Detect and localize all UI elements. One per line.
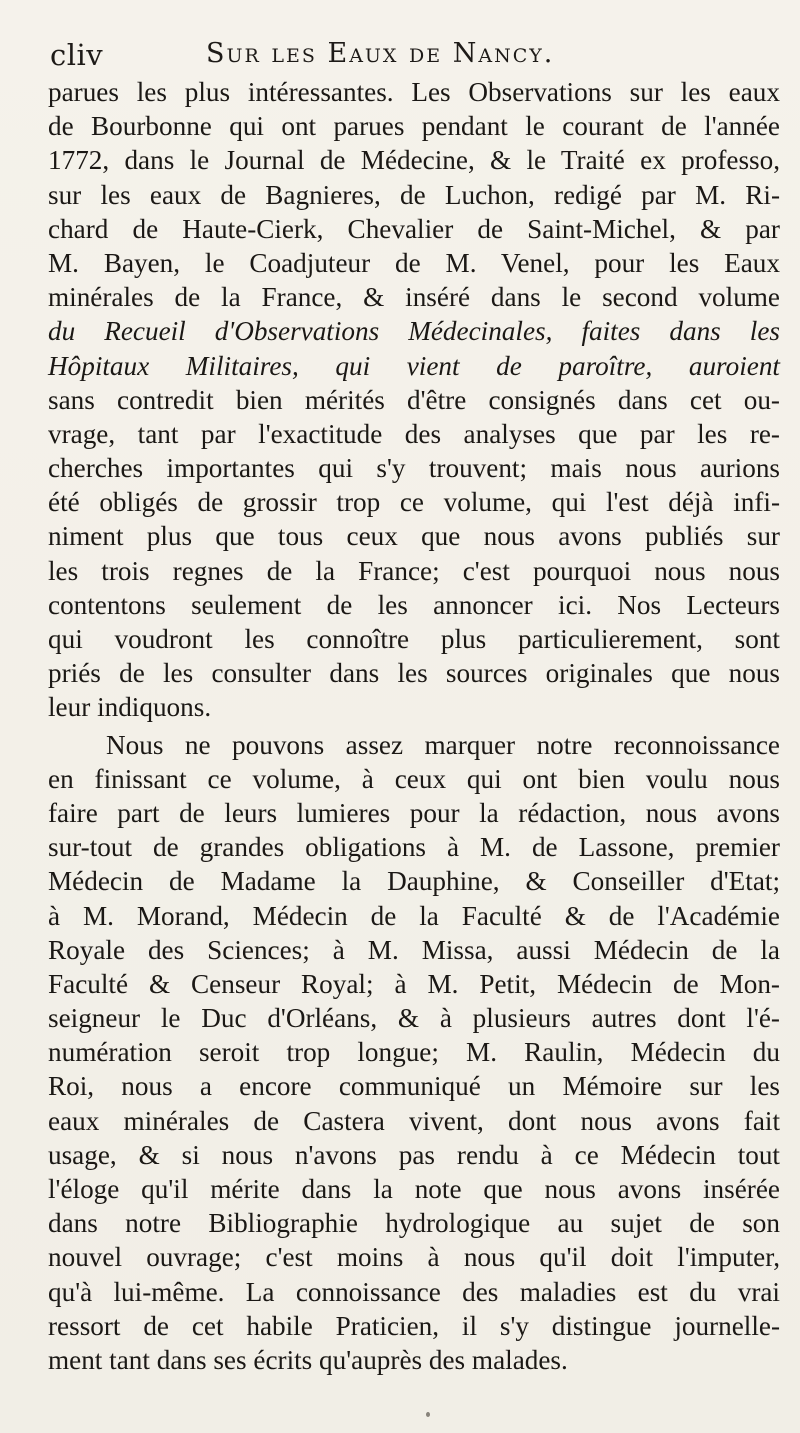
text-line: M. Bayen, le Coadjuteur de M. Venel, pour les Eaux	[48, 247, 780, 278]
text-line: niment plus que tous ceux que nous avons publiés sur	[48, 521, 780, 552]
text-line: Royale des Sciences; à M. Missa, aussi Médecin de la	[48, 934, 780, 965]
text-line: eaux minérales de Castera vivent, dont nous avons fait	[48, 1105, 780, 1136]
text-line: sur-tout de grandes obligations à M. de Lassone, premier	[48, 832, 780, 863]
text-line: vrage, tant par l'exactitude des analyses que par les re-	[48, 418, 780, 449]
text-line: faire part de leurs lumieres pour la rédaction, nous avons	[48, 797, 780, 828]
text-line: en finissant ce volume, à ceux qui ont bien voulu nous	[48, 763, 780, 794]
text-line: à M. Morand, Médecin de la Faculté & de l'Académie	[48, 900, 780, 931]
text-line: Faculté & Censeur Royal; à M. Petit, Médecin de Mon-	[48, 968, 780, 999]
text-line: numération seroit trop longue; M. Raulin, Médecin du	[48, 1037, 780, 1068]
text-line: sur les eaux de Bagnieres, de Luchon, redigé par M. Ri-	[48, 179, 780, 210]
text-line: ressort de cet habile Praticien, il s'y distingue journelle-	[48, 1310, 780, 1341]
running-title: Sur les Eaux de Nancy.	[206, 38, 555, 69]
paragraph-2	[48, 728, 780, 1378]
text-line: nouvel ouvrage; c'est moins à nous qu'il doit l'imputer,	[48, 1242, 780, 1273]
text-line: du Recueil d'Observations Médecinales, faites dans les	[48, 316, 780, 347]
text-line: Médecin de Madame la Dauphine, & Conseiller d'Etat;	[48, 866, 780, 897]
text-line: qu'à lui-même. La connoissance des maladies est du vrai	[48, 1276, 780, 1307]
text-line: l'éloge qu'il mérite dans la note que nous avons insérée	[48, 1174, 780, 1204]
body-text	[48, 75, 780, 1377]
paper-speck	[426, 1412, 430, 1417]
text-line: minérales de la France, & inséré dans le second volume	[48, 282, 780, 313]
text-line: de Bourbonne qui ont parues pendant le courant de l'année	[48, 111, 780, 142]
page-header	[44, 38, 764, 78]
text-line: chard de Haute-Cierk, Chevalier de Saint-Michel, & par	[48, 213, 780, 244]
text-line: ment tant dans ses écrits qu'auprès des malades.	[48, 1344, 568, 1375]
text-line: seigneur le Duc d'Orléans, & à plusieurs autres dont l'é-	[48, 1003, 780, 1034]
text-line: parues les plus intéressantes. Les Observations sur les eaux	[48, 77, 780, 107]
text-line: Nous ne pouvons assez marquer notre reconnoissance	[106, 729, 780, 760]
text-line: les trois regnes de la France; c'est pourquoi nous nous	[48, 555, 780, 586]
text-line: cherches importantes qui s'y trouvent; mais nous aurions	[48, 453, 780, 484]
text-line: leur indiquons.	[48, 692, 212, 723]
text-line: qui voudront les connoître plus particulierement, sont	[48, 624, 780, 654]
text-line: Hôpitaux Militaires, qui vient de paroître, auroient	[48, 350, 780, 381]
text-line: 1772, dans le Journal de Médecine, & le Traité ex professo,	[48, 145, 780, 176]
text-line: sans contredit bien mérités d'être consignés dans cet ou-	[48, 384, 780, 415]
text-line: été obligés de grossir trop ce volume, qui l'est déjà infi-	[48, 487, 780, 518]
page-number: cliv	[50, 38, 104, 72]
paragraph-1	[48, 75, 780, 725]
text-line: dans notre Bibliographie hydrologique au sujet de son	[48, 1208, 780, 1239]
text-line: Roi, nous a encore communiqué un Mémoire sur les	[48, 1071, 780, 1102]
text-line: usage, & si nous n'avons pas rendu à ce Médecin tout	[48, 1139, 780, 1170]
text-line: priés de les consulter dans les sources originales que nous	[48, 658, 780, 689]
text-line: contentons seulement de les annoncer ici. Nos Lecteurs	[48, 589, 780, 620]
